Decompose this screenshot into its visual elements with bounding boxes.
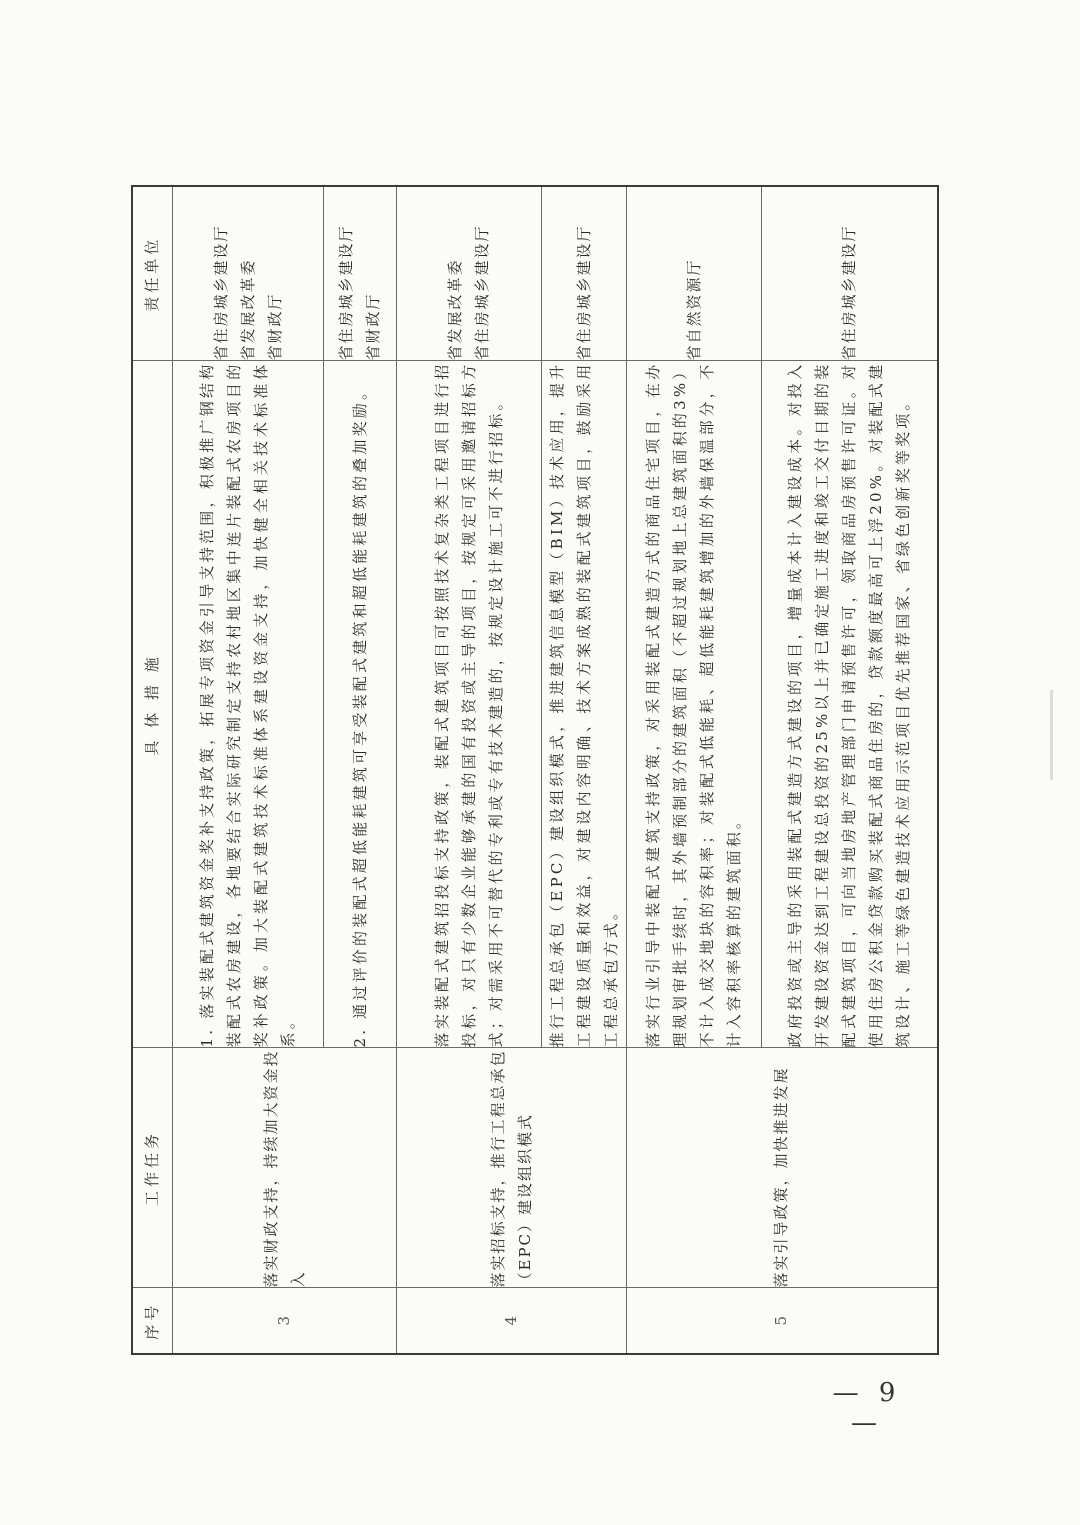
unit-name: 省住房城乡建设厅 (839, 224, 858, 361)
work-task: 落实引导政策，加快推进发展 (627, 1048, 938, 1288)
header-measure: 具 体 措 施 (132, 361, 173, 1048)
table-row (173, 186, 324, 1354)
responsible-unit (627, 186, 762, 361)
page-number: — 9 — (832, 1378, 902, 1438)
unit-name: 省住房城乡建设厅 (473, 224, 491, 361)
table-row (627, 186, 762, 1354)
responsible-unit (173, 186, 324, 361)
table-header-row (132, 186, 173, 1354)
header-no: 序号 (132, 1288, 173, 1354)
unit-name: 省财政厅 (364, 292, 382, 361)
responsible-unit (324, 186, 397, 361)
unit-name: 省自然资源厅 (684, 258, 703, 361)
measure-text: 推行工程总承包（EPC）建设组织模式，推进建筑信息模型（BIM）技术应用，提升工程建设质量和效益，对建设内容明确、技术方案成熟的装配式建筑项目，鼓励采用工程总承包方式。 (542, 361, 627, 1048)
work-task: 落实财政支持，持续加大资金投入 (173, 1048, 397, 1288)
row-number: 4 (397, 1288, 627, 1354)
measure-text: 落实行业引导中装配式建筑支持政策，对采用装配式建造方式的商品住宅项目，在办理规划审批手续时，其外墙预制部分的建筑面积（不超过规划地上总建筑面积的3%）不计入成交地块的容积率；对装配式低能耗、超低能耗建筑增加的外墙保温部分，不计入容积率核算的建筑面积。 (627, 361, 762, 1048)
table-row (397, 186, 542, 1354)
responsible-unit (542, 186, 627, 361)
unit-name: 省住房城乡建设厅 (211, 224, 230, 361)
task-table (131, 185, 939, 1355)
responsible-unit (762, 186, 938, 361)
unit-name: 省住房城乡建设厅 (337, 224, 355, 361)
unit-name: 省发展改革委 (238, 258, 257, 361)
row-number: 5 (627, 1288, 938, 1354)
header-unit: 责任单位 (132, 186, 173, 361)
unit-name: 省住房城乡建设厅 (574, 224, 593, 361)
responsible-unit (397, 186, 542, 361)
header-task: 工作任务 (132, 1048, 173, 1288)
row-number: 3 (173, 1288, 397, 1354)
work-task: 落实招标支持，推行工程总承包（EPC）建设组织模式 (397, 1048, 627, 1288)
scan-artifact (1050, 690, 1053, 780)
measure-text: 1. 落实装配式建筑资金奖补支持政策，拓展专项资金引导支持范围，积极推广钢结构装配式农房建设，各地要结合实际研究制定支持农村地区集中连片装配式农房项目的奖补政策。加大装配式建筑技术标准体系建设资金支持，加快健全相关技术标准体系。 (173, 361, 324, 1048)
measure-text: 政府投资或主导的采用装配式建造方式建设的项目，增量成本计入建设成本。对投入开发建设资金达到工程建设总投资的25%以上并已确定施工进度和竣工交付日期的装配式建筑项目，可向当地房地产管理部门申请预售许可，领取商品房预售许可证。对使用住房公积金贷款购买装配式商品住房的，贷款额度最高可上浮20%。对装配式建筑设计、施工等绿色建造技术应用示范项目优先推荐国家、省绿色创新奖等奖项。 (762, 361, 938, 1048)
unit-name: 省发展改革委 (446, 258, 464, 361)
measure-text: 落实装配式建筑招投标支持政策，装配式建筑项目可按照技术复杂类工程项目进行招投标，对只有少数企业能够承建的国有投资或主导的项目，按规定可采用邀请招标方式；对需采用不可替代的专利或专有技术建造的，按规定设计施工可不进行招标。 (397, 361, 542, 1048)
measure-text: 2. 通过评价的装配式超低能耗建筑可享受装配式建筑和超低能耗建筑的叠加奖励。 (324, 361, 397, 1048)
rotated-table-container (131, 187, 935, 1355)
unit-name: 省财政厅 (265, 292, 284, 361)
